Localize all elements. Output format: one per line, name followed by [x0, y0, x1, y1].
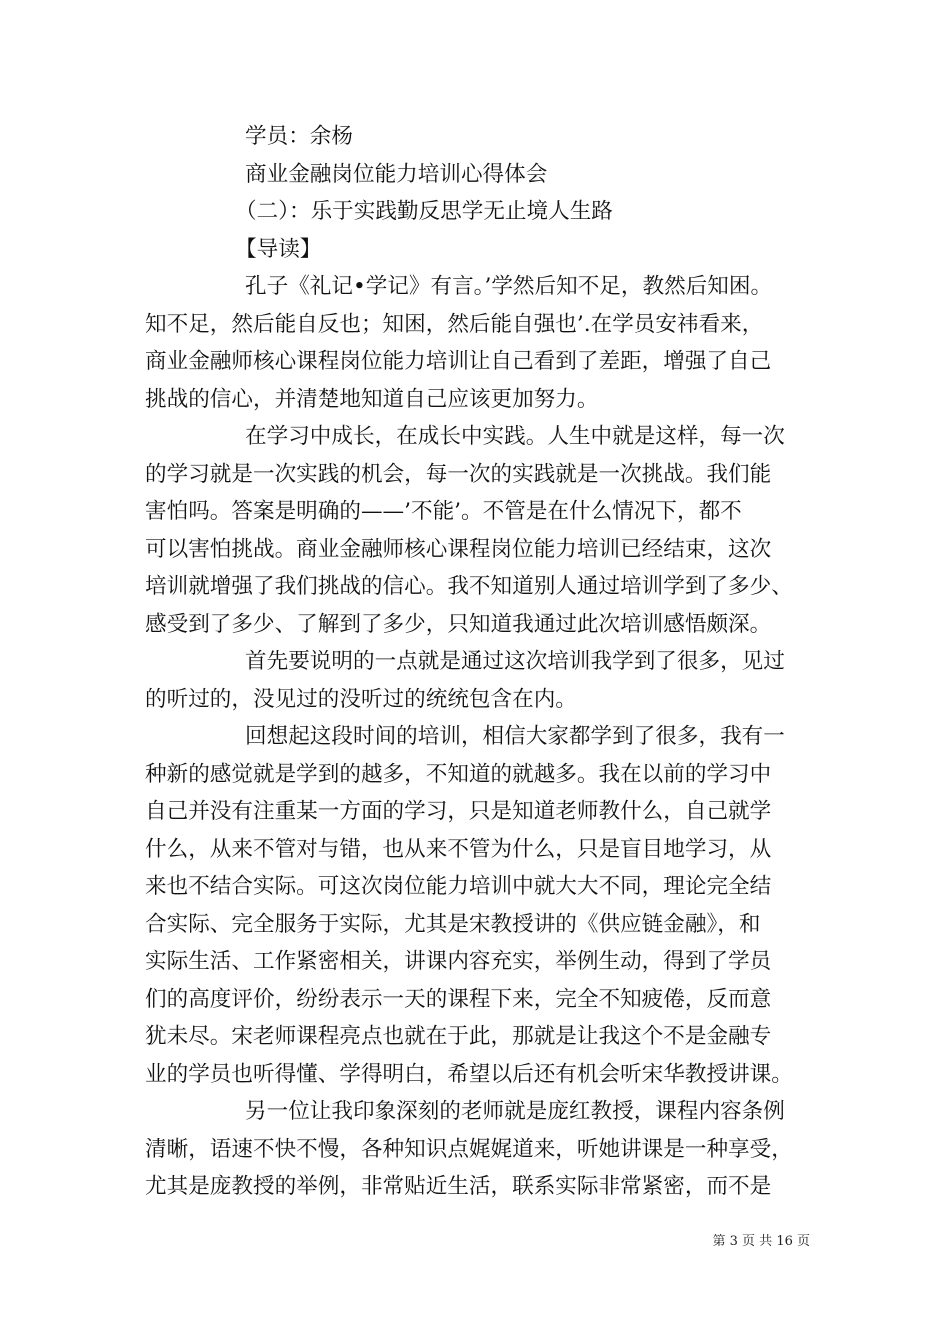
paragraph-line: 实际生活、工作紧密相关，讲课内容充实，举例生动，得到了学员	[145, 949, 772, 974]
paragraph-line: 知不足，然后能自反也；知困，然后能自强也’.在学员安祎看来，	[145, 311, 764, 337]
intro-label: 【导读】	[235, 236, 322, 262]
page-number-footer: 第 3 页 共 16 页	[712, 1234, 810, 1249]
paragraph-line: 合实际、完全服务于实际，尤其是宋教授讲的《供应链金融》，和	[145, 911, 761, 937]
paragraph-3	[145, 643, 810, 718]
student-line: 学员：余杨	[245, 124, 353, 149]
paragraph-line: 孔子《礼记•学记》有言。’学然后知不足，教然后知困。	[245, 274, 773, 299]
paragraph-line: 们的高度评价，纷纷表示一天的课程下来，完全不知疲倦，反而意	[145, 986, 772, 1012]
paragraph-line: 回想起这段时间的培训，相信大家都学到了很多，我有一	[245, 724, 785, 749]
paragraph-line: 感受到了多少、了解到了多少，只知道我通过此次培训感悟颇深。	[145, 611, 772, 637]
paragraph-line: 培训就增强了我们挑战的信心。我不知道别人通过培训学到了多少、	[145, 574, 793, 599]
paragraph-line: 的听过的，没见过的没听过的统统包含在内。	[145, 686, 577, 712]
document-body	[145, 118, 810, 1206]
paragraph-line: 业的学员也听得懂、学得明白，希望以后还有机会听宋华教授讲课。	[145, 1061, 793, 1087]
paragraph-1	[145, 268, 810, 418]
paragraph-line: 在学习中成长，在成长中实践。人生中就是这样，每一次	[245, 424, 785, 449]
paragraph-line: 害怕吗。答案是明确的——’不能’。不管是在什么情况下，都不	[145, 499, 742, 524]
paragraph-4	[145, 718, 810, 1093]
paragraph-line: 来也不结合实际。可这次岗位能力培训中就大大不同，理论完全结	[145, 874, 772, 899]
paragraph-line: 什么，从来不管对与错，也从来不管为什么，只是盲目地学习，从	[145, 836, 772, 862]
paragraph-line: 犹未尽。宋老师课程亮点也就在于此，那就是让我这个不是金融专	[145, 1024, 772, 1049]
paragraph-line: 商业金融师核心课程岗位能力培训让自己看到了差距，增强了自己	[145, 349, 772, 374]
document-subtitle: （二）：乐于实践勤反思学无止境人生路	[235, 199, 613, 224]
paragraph-line: 挑战的信心，并清楚地知道自己应该更加努力。	[145, 386, 599, 412]
paragraph-line: 种新的感觉就是学到的越多，不知道的就越多。我在以前的学习中	[145, 761, 772, 787]
paragraph-line: 自己并没有注重某一方面的学习，只是知道老师教什么，自己就学	[145, 799, 772, 824]
paragraph-line: 可以害怕挑战。商业金融师核心课程岗位能力培训已经结束，这次	[145, 536, 772, 562]
paragraph-line: 的学习就是一次实践的机会，每一次的实践就是一次挑战。我们能	[145, 461, 772, 487]
paragraph-line: 首先要说明的一点就是通过这次培训我学到了很多，见过	[245, 649, 785, 674]
paragraph-line: 另一位让我印象深刻的老师就是庞红教授，课程内容条例	[245, 1099, 785, 1124]
paragraph-2	[145, 418, 810, 643]
document-title: 商业金融岗位能力培训心得体会	[245, 161, 548, 187]
paragraph-line: 尤其是庞教授的举例，非常贴近生活，联系实际非常紧密，而不是	[145, 1174, 772, 1199]
paragraph-line: 清晰，语速不快不慢，各种知识点娓娓道来，听她讲课是一种享受，	[145, 1136, 793, 1162]
paragraph-5	[145, 1093, 810, 1206]
